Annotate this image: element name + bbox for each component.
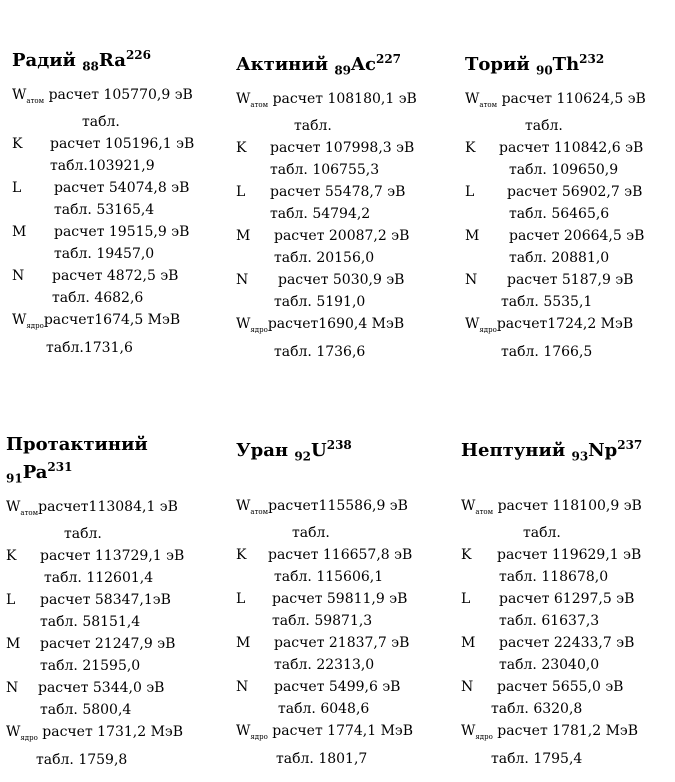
l-table: табл. 54794,2	[270, 206, 371, 223]
m-table: табл. 20881,0	[509, 250, 610, 267]
mass-number: 227	[375, 52, 402, 66]
m-row: M расчет 21837,7 эВ	[236, 635, 410, 652]
n-table: табл. 5535,1	[501, 294, 593, 311]
element-name: Протактиний	[6, 434, 148, 455]
w-nucleus-table: табл. 1736,6	[274, 344, 366, 361]
w-nucleus-calc: расчет1724,2 МэВ	[496, 316, 634, 333]
element-block-protactinium	[6, 434, 221, 771]
w-nucleus-calc: 1731,2 МэВ	[97, 724, 184, 741]
atomic-number: 93	[571, 449, 589, 464]
m-calc: 21837,7 эВ	[328, 635, 410, 652]
element-title	[236, 434, 451, 468]
n-table: табл. 5800,4	[40, 702, 132, 719]
w-nucleus-calc: расчет1690,4 МэВ	[267, 316, 405, 333]
w-nucleus-calc: расчет1674,5 МэВ	[43, 312, 181, 329]
k-calc: 119629,1 эВ	[551, 547, 642, 564]
m-calc: 20087,2 эВ	[328, 228, 410, 245]
w-atom-table: табл.	[292, 525, 330, 542]
n-table: табл. 6320,8	[491, 701, 583, 718]
l-table: табл. 53165,4	[54, 202, 155, 219]
mass-number: 238	[326, 438, 352, 452]
k-row: K расчет 113729,1 эВ	[6, 548, 185, 565]
m-row: M расчет 19515,9 эВ	[12, 224, 190, 241]
w-nucleus-table: табл. 1766,5	[501, 344, 593, 361]
k-row: K расчет 107998,3 эВ	[236, 140, 415, 157]
element-title	[12, 44, 227, 78]
element-symbol: U	[311, 440, 327, 461]
n-calc: 4872,5 эВ	[106, 268, 179, 285]
w-nucleus-row: $W_{ядро}$ расчет 1781,2 МэВ	[461, 723, 639, 742]
n-row: N расчет 5499,6 эВ	[236, 679, 401, 696]
n-table: табл. 5191,0	[274, 294, 366, 311]
m-table: табл. 22313,0	[274, 657, 375, 674]
w-atom-row: $W_{атом}$ расчет 110624,5 эВ	[465, 90, 646, 109]
m-row: M расчет 22433,7 эВ	[461, 635, 635, 652]
w-nucleus-table: табл. 1759,8	[36, 752, 128, 769]
k-calc: 107998,3 эВ	[324, 140, 415, 157]
atomic-number: 90	[535, 63, 553, 78]
atomic-number: 89	[334, 63, 352, 78]
w-atom-calc: 118100,9 эВ	[552, 497, 642, 514]
m-row: M расчет 21247,9 эВ	[6, 636, 176, 653]
k-calc: 105196,1 эВ	[104, 136, 195, 153]
w-atom-row: $W_{атом}расчет113084,1$ эВ	[6, 498, 178, 517]
k-table: табл. 118678,0	[499, 569, 609, 586]
n-table: табл. 4682,6	[52, 290, 144, 307]
w-atom-row: $W_{атом}расчет115586,9$ эВ	[236, 497, 408, 516]
n-row: N расчет 5344,0 эВ	[6, 680, 165, 697]
element-name: Уран	[236, 440, 289, 461]
l-row: L расчет 54074,8 эВ	[12, 180, 190, 197]
element-block-actinium	[236, 48, 451, 363]
atomic-number: 91	[6, 471, 23, 486]
w-atom-table: табл.	[82, 114, 120, 131]
m-row: M расчет 20664,5 эВ	[465, 228, 645, 245]
element-block-radium	[12, 44, 227, 359]
l-row: L расчет 55478,7 эВ	[236, 184, 406, 201]
l-row: L расчет 61297,5 эВ	[461, 591, 635, 608]
l-table: табл. 61637,3	[499, 613, 600, 630]
element-symbol: Pa	[22, 462, 48, 483]
k-calc: 116657,8 эВ	[322, 547, 413, 564]
atomic-number: 88	[82, 59, 99, 74]
n-row: N расчет 5655,0 эВ	[461, 679, 624, 696]
w-atom-calc: расчет113084,1 эВ	[38, 498, 178, 515]
mass-number: 232	[579, 52, 605, 66]
k-row: K расчет 110842,6 эВ	[465, 140, 644, 157]
element-block-neptunium	[461, 434, 675, 770]
m-table: табл. 23040,0	[499, 657, 600, 674]
w-nucleus-row: $W_{ядро}$ расчет 1774,1 МэВ	[236, 723, 414, 742]
n-table: табл. 6048,6	[278, 701, 370, 718]
element-symbol: Np	[588, 440, 618, 461]
k-table: табл. 115606,1	[274, 569, 384, 586]
mass-number: 231	[47, 460, 73, 474]
m-calc: 21247,9 эВ	[94, 636, 176, 653]
l-row: L расчет 58347,1эВ	[6, 592, 171, 609]
w-atom-table: табл.	[294, 118, 332, 135]
element-symbol: Ra	[98, 50, 126, 71]
l-table: табл. 58151,4	[40, 614, 141, 631]
n-calc: 5344,0 эВ	[92, 680, 165, 697]
element-symbol: Ac	[351, 54, 376, 75]
m-row: M расчет 20087,2 эВ	[236, 228, 410, 245]
w-atom-calc: 108180,1 эВ	[327, 90, 417, 107]
element-block-thorium	[465, 48, 675, 363]
w-nucleus-table: табл. 1801,7	[276, 751, 368, 768]
w-atom-calc: расчет115586,9 эВ	[268, 497, 408, 514]
l-row: L расчет 59811,9 эВ	[236, 591, 408, 608]
m-table: табл. 20156,0	[274, 250, 375, 267]
element-symbol: Th	[552, 54, 580, 75]
l-calc: 54074,8 эВ	[108, 180, 190, 197]
w-atom-row: $W_{атом}$ расчет 108180,1 эВ	[236, 90, 417, 109]
n-row: N расчет 4872,5 эВ	[12, 268, 179, 285]
m-table: табл. 21595,0	[40, 658, 141, 675]
n-calc: 5499,6 эВ	[328, 679, 401, 696]
element-title	[236, 48, 451, 82]
m-table: табл. 19457,0	[54, 246, 155, 263]
element-title	[6, 434, 221, 490]
n-row: N расчет 5030,9 эВ	[236, 272, 405, 289]
k-row: K расчет 105196,1 эВ	[12, 136, 195, 153]
k-row: K расчет 116657,8 эВ	[236, 547, 413, 564]
element-name: Радий	[12, 50, 76, 71]
w-nucleus-row: $W_{ядро}расчет1724,2$ МэВ	[465, 316, 634, 335]
k-table: табл. 112601,4	[44, 570, 154, 587]
w-atom-calc: 105770,9 эВ	[103, 86, 193, 103]
m-calc: 19515,9 эВ	[108, 224, 190, 241]
n-calc: 5030,9 эВ	[332, 272, 405, 289]
l-calc: 61297,5 эВ	[553, 591, 635, 608]
m-calc: 22433,7 эВ	[553, 635, 635, 652]
k-table: табл. 109650,9	[509, 162, 619, 179]
w-nucleus-calc: 1774,1 МэВ	[327, 723, 414, 740]
l-row: L расчет 56902,7 эВ	[465, 184, 643, 201]
m-calc: 20664,5 эВ	[563, 228, 645, 245]
element-name: Торий	[465, 54, 530, 75]
mass-number: 226	[125, 48, 151, 62]
l-calc: 56902,7 эВ	[561, 184, 643, 201]
element-name: Нептуний	[461, 440, 566, 461]
element-title	[461, 434, 675, 468]
w-nucleus-table: табл. 1795,4	[491, 751, 583, 768]
w-atom-row: $W_{атом}$ расчет 118100,9 эВ	[461, 497, 642, 516]
k-row: K расчет 119629,1 эВ	[461, 547, 642, 564]
k-table: табл.103921,9	[50, 158, 155, 175]
w-nucleus-row: $W_{ядро}расчет1674,5$ МэВ	[12, 312, 181, 331]
k-calc: 113729,1 эВ	[94, 548, 185, 565]
element-title	[465, 48, 675, 82]
w-nucleus-row: $W_{ядро}$ расчет 1731,2 МэВ	[6, 724, 184, 743]
n-row: N расчет 5187,9 эВ	[465, 272, 634, 289]
l-calc: 59811,9 эВ	[326, 591, 408, 608]
w-nucleus-calc: 1781,2 МэВ	[552, 723, 639, 740]
l-calc: 55478,7 эВ	[324, 184, 406, 201]
atomic-number: 92	[294, 449, 312, 464]
n-calc: 5187,9 эВ	[561, 272, 634, 289]
k-table: табл. 106755,3	[270, 162, 380, 179]
w-atom-table: табл.	[64, 526, 102, 543]
k-calc: 110842,6 эВ	[553, 140, 644, 157]
mass-number: 237	[617, 438, 643, 452]
w-atom-table: табл.	[523, 525, 561, 542]
l-table: табл. 56465,6	[509, 206, 610, 223]
w-nucleus-row: $W_{ядро}расчет1690,4$ МэВ	[236, 316, 405, 335]
n-calc: 5655,0 эВ	[551, 679, 624, 696]
w-atom-row: $W_{атом}$ расчет 105770,9 эВ	[12, 86, 193, 105]
w-atom-calc: 110624,5 эВ	[556, 90, 646, 107]
l-calc: 58347,1эВ	[94, 592, 171, 609]
w-atom-table: табл.	[525, 118, 563, 135]
element-name: Актиний	[236, 54, 329, 75]
l-table: табл. 59871,3	[272, 613, 373, 630]
w-nucleus-table: табл.1731,6	[46, 340, 133, 357]
element-block-uranium	[236, 434, 451, 770]
